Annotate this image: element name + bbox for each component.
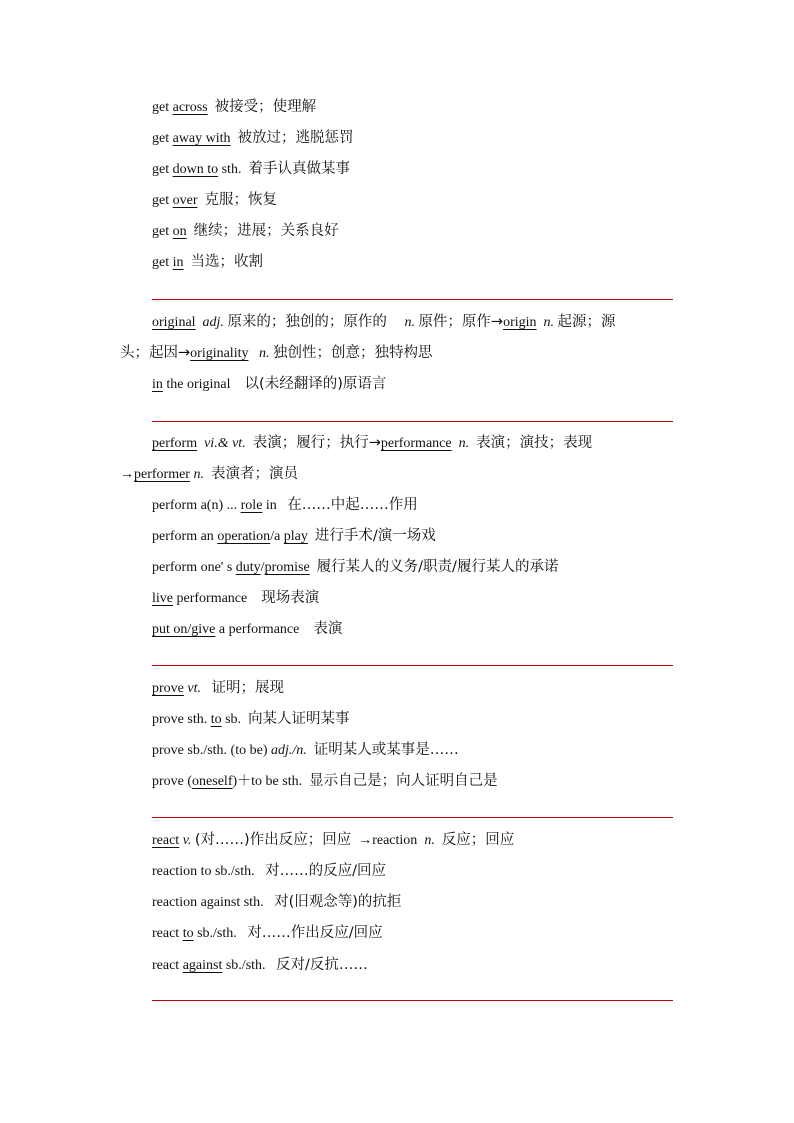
prove-to-be-line: prove sb./sth. (to be) adj./n. 证明某人或某事是…… bbox=[152, 742, 459, 758]
phrase-underlined: across bbox=[172, 100, 208, 115]
react-to-line: react to sb./sth. 对……作出反应/回应 bbox=[152, 925, 383, 941]
get-on-line: get on 继续；进展；关系良好 bbox=[152, 223, 339, 239]
headword: react bbox=[152, 833, 180, 848]
react-entry-line: react v. (对……)作出反应；回应 →reaction n. 反应；回应 bbox=[152, 832, 515, 848]
reaction-against-line: reaction against sth. 对(旧观念等)的抗拒 bbox=[152, 894, 402, 910]
section-divider bbox=[152, 1000, 673, 1001]
section-divider bbox=[152, 665, 673, 666]
put-on-performance-line: put on/give a performance 表演 bbox=[152, 621, 343, 637]
reaction-to-line: reaction to sb./sth. 对……的反应/回应 bbox=[152, 863, 387, 879]
section-divider bbox=[152, 817, 673, 818]
perform-entry-line1: perform vi.& vt. 表演；履行；执行→performance n. 表演；演技；表现 bbox=[152, 435, 593, 451]
original-entry-line1: original adj. 原来的；独创的；原作的 n. 原件；原作→origin n. 起源；源 bbox=[152, 314, 616, 330]
original-entry-line2: 头；起因→originality n. 独创性；创意；独特构思 bbox=[120, 345, 433, 361]
perform-entry-line2: →performer n. 表演者；演员 bbox=[120, 466, 298, 482]
perform-operation-line: perform an operation/a play 进行手术/演一场戏 bbox=[152, 528, 436, 544]
get-away-with-line: get away with 被放过；逃脱惩罚 bbox=[152, 130, 354, 146]
get-across-line bbox=[152, 97, 682, 118]
headword: perform bbox=[152, 436, 198, 451]
section-divider bbox=[152, 299, 673, 300]
headword: original bbox=[152, 315, 196, 330]
perform-role-line: perform a(n) ... role in 在……中起……作用 bbox=[152, 497, 418, 513]
headword: prove bbox=[152, 681, 184, 696]
react-against-line: react against sb./sth. 反对/反抗…… bbox=[152, 957, 368, 973]
phrase-text: get bbox=[152, 100, 173, 115]
in-the-original-line: in the original 以(未经翻译的)原语言 bbox=[152, 376, 387, 392]
prove-to-line: prove sth. to sb. 向某人证明某事 bbox=[152, 711, 350, 727]
live-performance-line: live performance 现场表演 bbox=[152, 590, 320, 606]
phrase-meaning: 被接受；使理解 bbox=[214, 99, 317, 115]
prove-entry-line: prove vt. 证明；展现 bbox=[152, 680, 284, 696]
prove-oneself-line: prove (oneself)＋to be sth. 显示自己是；向人证明自己是 bbox=[152, 773, 498, 789]
get-down-to-line: get down to sth. 着手认真做某事 bbox=[152, 161, 350, 177]
get-over-line: get over 克服；恢复 bbox=[152, 192, 277, 208]
section-divider bbox=[152, 421, 673, 422]
perform-duty-line: perform one' s duty/promise 履行某人的义务/职责/履行某人的承诺 bbox=[152, 559, 559, 575]
get-in-line: get in 当选；收割 bbox=[152, 254, 263, 270]
